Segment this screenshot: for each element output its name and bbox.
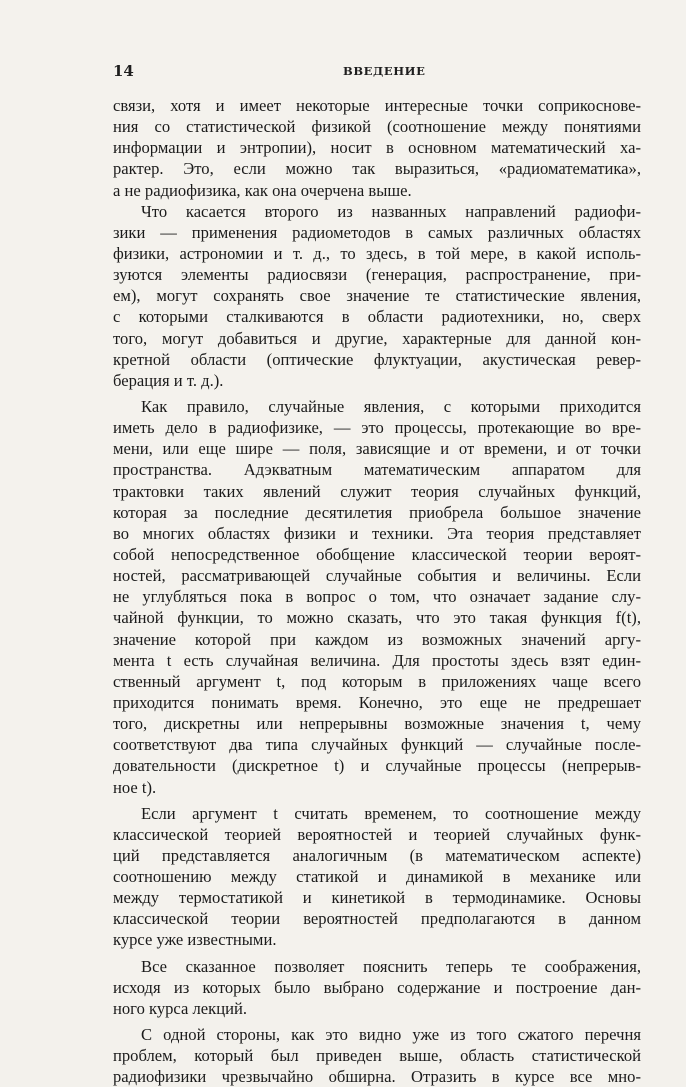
text-line: рактер. Это, если можно так выразиться, «радиоматематика», bbox=[113, 159, 641, 179]
text-line: связи, хотя и имеет некоторые интересные точки соприкоснове- bbox=[113, 96, 641, 115]
text-line: ственный аргумент t, под которым в приложениях чаще всего bbox=[113, 671, 641, 691]
text-line: мента t есть случайная величина. Для простоты здесь взят един- bbox=[113, 650, 641, 670]
text-line: курсе уже известными. bbox=[113, 930, 277, 950]
paragraph bbox=[113, 956, 641, 1019]
text-line: ное t). bbox=[113, 777, 157, 797]
text-line: С одной стороны, как это видно уже из того сжатого перечня bbox=[141, 1025, 641, 1045]
paragraph bbox=[113, 1024, 641, 1087]
text-line: иметь дело в радиофизике, — это процессы, протекающие во вре- bbox=[113, 418, 641, 438]
text-line: ния со статистической физикой (соотношение между понятиями bbox=[113, 117, 641, 137]
page-header bbox=[113, 62, 641, 82]
text-line: ций представляется аналогичным (в математическом аспекте) bbox=[113, 845, 641, 865]
text-line: Как правило, случайные явления, с которыми приходится bbox=[141, 396, 641, 416]
text-line: чайной функции, то можно сказать, что это такая функция f(t), bbox=[113, 608, 641, 628]
text-line: не углубляться пока в вопрос о том, что означает задание слу- bbox=[113, 587, 641, 607]
text-line: довательности (дискретное t) и случайные процессы (непрерыв- bbox=[113, 756, 641, 776]
text-line: зики — применения радиометодов в самых различных областях bbox=[113, 222, 641, 242]
text-line: трактовки таких явлений служит теория случайных функций, bbox=[113, 481, 641, 501]
running-title: ВВЕДЕНИЕ bbox=[343, 64, 426, 78]
text-line: Что касается второго из названных направлений радиофи- bbox=[141, 201, 641, 221]
text-line: радиофизики чрезвычайно обширна. Отразить в курсе все мно- bbox=[113, 1067, 641, 1087]
paragraph bbox=[113, 201, 641, 391]
text-line: значение которой при каждом из возможных значений аргу- bbox=[113, 629, 641, 649]
text-line: собой непосредственное обобщение классической теории вероят- bbox=[113, 544, 641, 564]
text-line: с которыми сталкиваются в области радиотехники, но, сверх bbox=[113, 307, 641, 327]
text-line: ностей, рассматривающей случайные события и величины. Если bbox=[113, 566, 641, 586]
text-line: исходя из которых было выбрано содержание и построение дан- bbox=[113, 977, 641, 997]
text-line: зуются элементы радиосвязи (генерация, распространение, при- bbox=[113, 265, 641, 285]
text-line: ем), могут сохранять свое значение те статистические явления, bbox=[113, 286, 641, 306]
text-line: соотношению между статикой и динамикой в механике или bbox=[113, 867, 641, 887]
text-line: физики, астрономии и т. д., то здесь, в той мере, в какой исполь- bbox=[113, 243, 641, 263]
text-line: классической теории вероятностей предполагаются в данном bbox=[113, 909, 641, 929]
text-line: а не радиофизика, как она очерчена выше. bbox=[113, 180, 412, 200]
text-line: мени, или еще шире — поля, зависящие и от времени, и от точки bbox=[113, 439, 641, 459]
body-text bbox=[113, 95, 641, 1087]
text-line: во многих областях физики и техники. Эта теория представляет bbox=[113, 523, 641, 543]
text-line: между термостатикой и кинетикой в термодинамике. Основы bbox=[113, 888, 641, 908]
text-line: Если аргумент t считать временем, то соотношение между bbox=[141, 803, 641, 823]
text-line: пространства. Адэкватным математическим аппаратом для bbox=[113, 460, 641, 480]
text-line: берация и т. д.). bbox=[113, 370, 224, 390]
page-number: 14 bbox=[113, 62, 134, 80]
paragraph bbox=[113, 95, 641, 201]
text-line: которая за последние десятилетия приобрела большое значение bbox=[113, 502, 641, 522]
text-line: Все сказанное позволяет пояснить теперь те соображения, bbox=[141, 956, 641, 976]
paragraph bbox=[113, 396, 641, 798]
text-line: информации и энтропии), носит в основном математический ха- bbox=[113, 138, 641, 158]
text-line: кретной области (оптические флуктуации, акустическая ревер- bbox=[113, 349, 641, 369]
text-line: того, дискретны или непрерывны возможные значения t, чему bbox=[113, 714, 641, 734]
text-line: того, могут добавиться и другие, характерные для данной кон- bbox=[113, 328, 641, 348]
text-line: соответствуют два типа случайных функций — случайные после- bbox=[113, 735, 641, 755]
paragraph bbox=[113, 803, 641, 951]
text-line: ного курса лекций. bbox=[113, 998, 248, 1018]
text-line: проблем, который был приведен выше, область статистической bbox=[113, 1046, 641, 1066]
text-line: классической теорией вероятностей и теорией случайных функ- bbox=[113, 824, 641, 844]
text-line: приходится понимать время. Конечно, это еще не предрешает bbox=[113, 692, 641, 712]
